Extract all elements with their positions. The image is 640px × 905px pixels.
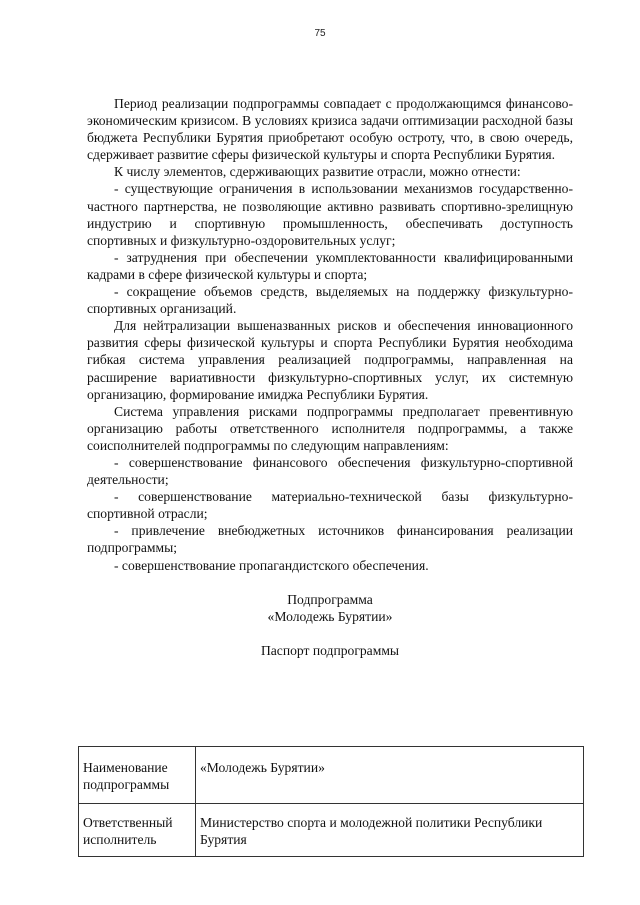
- table-cell-value: Министерство спорта и молодежной политики Республики Бурятия: [196, 804, 584, 857]
- paragraph: Для нейтрализации вышеназванных рисков и обеспечения инновационного развития сферы физической культуры и спорта Республики Бурятия необходима гибкая система управления реализацией подпрограммы, направленная на расширение вариативности физкультурно-спортивных услуг, их системную организацию, формирование имиджа Республики Бурятия.: [87, 318, 573, 402]
- list-item: - совершенствование финансового обеспечения физкультурно-спортивной деятельности;: [87, 454, 573, 488]
- list-item: - существующие ограничения в использовании механизмов государственно-частного партнерства, не позволяющие активно развивать спортивно-зрелищную индустрию и спортивную промышленность, обеспечивать доступность спортивных и физкультурно-оздоровительных услуг;: [87, 181, 573, 248]
- passport-table: [78, 746, 584, 857]
- table-row: [79, 747, 584, 804]
- subprogram-heading: [87, 591, 573, 625]
- paragraph: Период реализации подпрограммы совпадает с продолжающимся финансово-экономическим кризисом. В условиях кризиса задачи оптимизации расходной базы бюджета Республики Бурятия приобретают особую остроту, что, в свою очередь, сдерживает развитие сферы физической культуры и спорта Республики Бурятия.: [87, 96, 573, 163]
- list-item: - сокращение объемов средств, выделяемых на поддержку физкультурно-спортивных организаций.: [87, 284, 573, 317]
- list-item: - совершенствование пропагандистского обеспечения.: [114, 557, 429, 573]
- subprogram-name: «Молодежь Бурятии»: [267, 608, 393, 624]
- page-number: 75: [314, 28, 326, 39]
- passport-title: Паспорт подпрограммы: [260, 642, 400, 658]
- subprogram-label: Подпрограмма: [287, 591, 373, 607]
- list-item: - привлечение внебюджетных источников финансирования реализации подпрограммы;: [87, 523, 573, 556]
- list-item: - совершенствование материально-технической базы физкультурно-спортивной отрасли;: [87, 489, 573, 522]
- paragraph: К числу элементов, сдерживающих развитие отрасли, можно отнести:: [114, 164, 521, 180]
- table-cell-value: «Молодежь Бурятии»: [196, 747, 584, 804]
- table-row: [79, 804, 584, 857]
- table-cell-label: Ответственный исполнитель: [79, 804, 196, 857]
- paragraph: Система управления рисками подпрограммы предполагает превентивную организацию работы ответственного исполнителя подпрограммы, а также соисполнителей подпрограммы по следующим направлениям:: [87, 403, 573, 453]
- table-cell-label: Наименование подпрограммы: [79, 747, 196, 804]
- list-item: - затруднения при обеспечении укомплектованности квалифицированными кадрами в сфере физической культуры и спорта;: [87, 249, 573, 282]
- document-body: [87, 95, 573, 659]
